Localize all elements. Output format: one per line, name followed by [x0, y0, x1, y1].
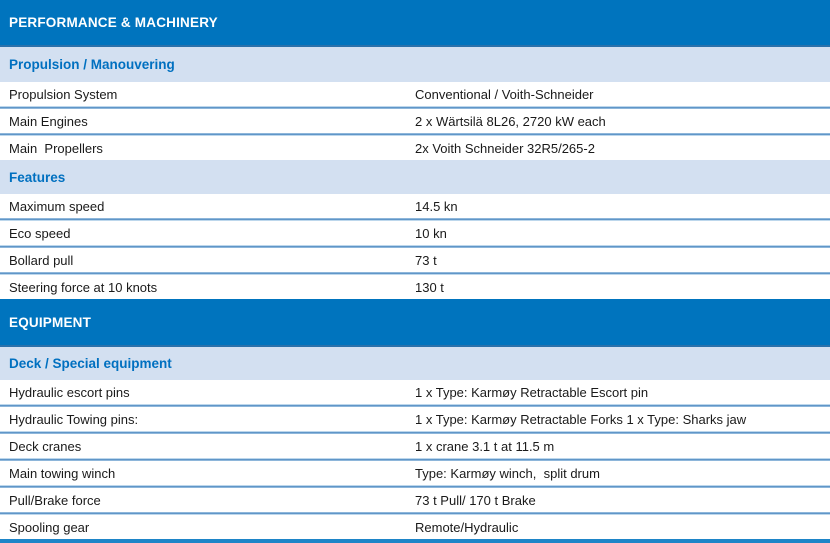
subsection-deck-special-equipment [0, 347, 830, 380]
spec-label: Hydraulic Towing pins: [9, 411, 139, 427]
spec-value: Conventional / Voith-Schneider [415, 86, 594, 102]
section-header-performance-machinery [0, 0, 830, 47]
spec-value: 1 x Type: Karmøy Retractable Forks 1 x Type: Sharks jaw [415, 411, 747, 427]
spec-row-deck-cranes [0, 434, 830, 458]
spec-value: 10 kn [415, 225, 447, 241]
spec-row-spooling-gear [0, 515, 830, 539]
spec-value: 2 x Wärtsilä 8L26, 2720 kW each [415, 113, 606, 129]
spec-value: 73 t Pull/ 170 t Brake [415, 492, 536, 508]
section-title: PERFORMANCE & MACHINERY [9, 15, 218, 30]
spec-label: Propulsion System [9, 86, 118, 102]
spec-row-bollard-pull [0, 248, 830, 272]
spec-label: Steering force at 10 knots [9, 279, 158, 295]
spec-label: Main Propellers [9, 140, 103, 156]
spec-label: Main towing winch [9, 465, 116, 481]
spec-row-steering-force [0, 275, 830, 299]
spec-value: 130 t [415, 279, 444, 295]
spec-row-maximum-speed [0, 194, 830, 218]
section-title: EQUIPMENT [9, 314, 92, 330]
spec-row-main-towing-winch [0, 461, 830, 485]
spec-value: Remote/Hydraulic [415, 519, 519, 535]
subsection-title: Propulsion / Manouvering [9, 57, 175, 72]
spec-row-hydraulic-escort-pins [0, 380, 830, 404]
spec-label: Hydraulic escort pins [9, 384, 130, 400]
subsection-title: Features [9, 169, 66, 185]
spec-row-main-engines [0, 109, 830, 133]
spec-value: 1 x Type: Karmøy Retractable Escort pin [415, 384, 649, 400]
spec-row-main-propellers [0, 136, 830, 160]
spec-value: 2x Voith Schneider 32R5/265-2 [415, 140, 595, 156]
subsection-features [0, 160, 830, 194]
spec-value: 1 x crane 3.1 t at 11.5 m [415, 438, 555, 454]
spec-row-propulsion-system [0, 82, 830, 106]
spec-value: 14.5 kn [415, 198, 458, 214]
spec-row-hydraulic-towing-pins [0, 407, 830, 431]
subsection-title: Deck / Special equipment [9, 356, 172, 371]
spec-value: 73 t [415, 252, 437, 268]
spec-label: Main Engines [9, 113, 88, 129]
spec-row-pull-brake-force [0, 488, 830, 512]
spec-label: Pull/Brake force [9, 492, 101, 508]
spec-row-eco-speed [0, 221, 830, 245]
spec-label: Spooling gear [9, 519, 90, 535]
subsection-propulsion-manouvering [0, 47, 830, 82]
section-header-equipment [0, 299, 830, 347]
spec-label: Bollard pull [9, 252, 74, 268]
spec-value: Type: Karmøy winch, split drum [415, 465, 600, 481]
spec-label: Eco speed [9, 225, 71, 241]
spec-label: Deck cranes [9, 438, 82, 454]
spec-label: Maximum speed [9, 198, 105, 214]
table-bottom-bar [0, 539, 830, 543]
